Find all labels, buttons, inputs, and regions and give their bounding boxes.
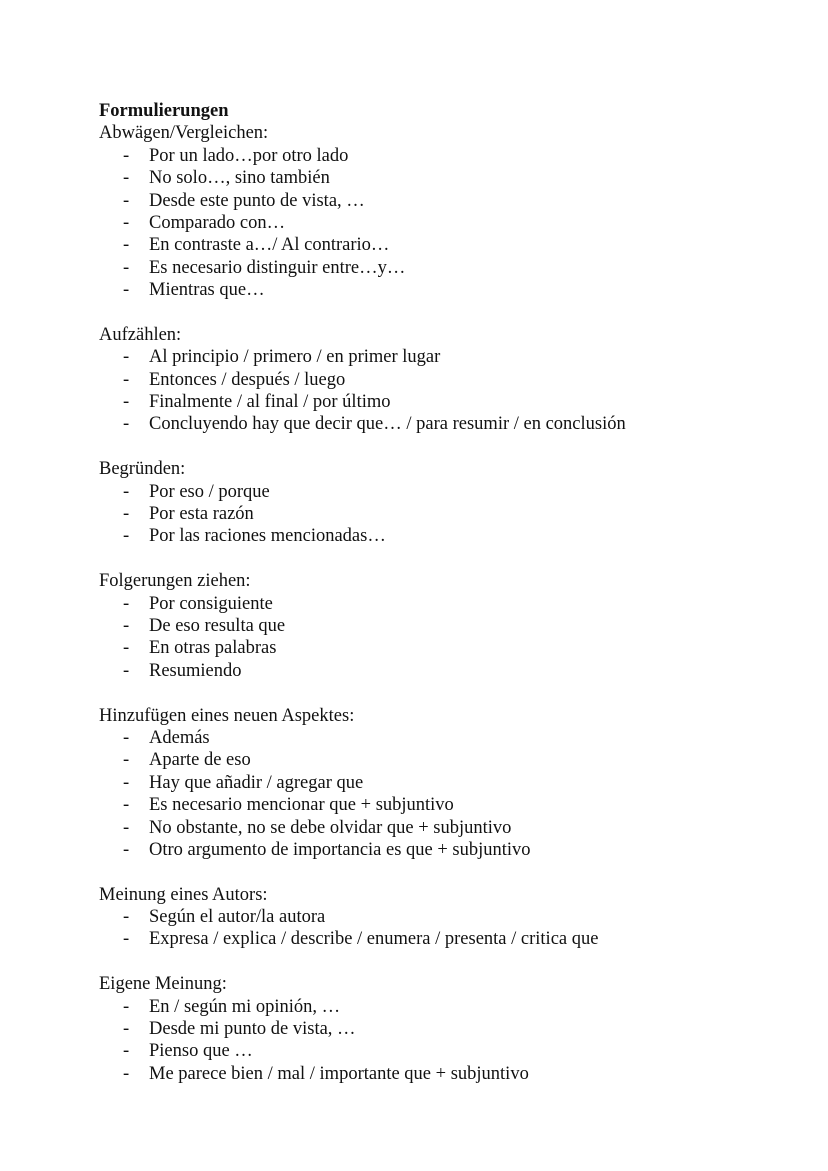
- document-page: [99, 100, 799, 1108]
- bullet-dash: -: [123, 1063, 130, 1084]
- list-item: [99, 369, 799, 391]
- bullet-dash: -: [123, 392, 130, 413]
- list-item: [99, 772, 799, 794]
- list-item-text: Según el autor/la autora: [149, 907, 326, 928]
- list-item: [99, 525, 799, 547]
- list-item-text: No solo…, sino también: [149, 168, 330, 189]
- list-item-text: Además: [149, 727, 210, 748]
- list-item: [99, 1018, 799, 1040]
- list-item-text: Mientras que…: [149, 280, 265, 301]
- list-item-text: Concluyendo hay que decir que… / para resumir / en conclusión: [149, 414, 626, 435]
- list-item: [99, 190, 799, 212]
- list-item-text: Por consiguiente: [149, 593, 273, 614]
- section-eigene-meinung: [99, 973, 799, 1085]
- bullet-dash: -: [123, 795, 130, 816]
- bullet-dash: -: [123, 504, 130, 525]
- phrase-list: [99, 481, 799, 548]
- list-item: [99, 839, 799, 861]
- bullet-dash: -: [123, 1041, 130, 1062]
- list-item-text: Por esta razón: [149, 504, 254, 525]
- bullet-dash: -: [123, 750, 130, 771]
- section-begruenden: [99, 458, 799, 548]
- bullet-dash: -: [123, 280, 130, 301]
- list-item-text: Resumiendo: [149, 660, 242, 681]
- list-item: [99, 660, 799, 682]
- list-item-text: Es necesario mencionar que + subjuntivo: [149, 795, 454, 816]
- list-item-text: Desde este punto de vista, …: [149, 190, 365, 211]
- list-item: [99, 615, 799, 637]
- list-item-text: En / según mi opinión, …: [149, 996, 341, 1017]
- list-item: [99, 234, 799, 256]
- list-item: [99, 391, 799, 413]
- section-abwaegen-vergleichen: [99, 122, 799, 301]
- list-item: [99, 1063, 799, 1085]
- bullet-dash: -: [123, 772, 130, 793]
- bullet-dash: -: [123, 168, 130, 189]
- bullet-dash: -: [123, 481, 130, 502]
- list-item-text: Expresa / explica / describe / enumera / presenta / critica que: [149, 929, 599, 950]
- list-item: [99, 1040, 799, 1062]
- list-item: [99, 996, 799, 1018]
- phrase-list: [99, 346, 799, 436]
- phrase-list: [99, 145, 799, 302]
- bullet-dash: -: [123, 615, 130, 636]
- section-folgerungen-ziehen: [99, 570, 799, 682]
- list-item: [99, 727, 799, 749]
- bullet-dash: -: [123, 235, 130, 256]
- list-item-text: Por las raciones mencionadas…: [149, 526, 386, 547]
- list-item: [99, 928, 799, 950]
- list-item-text: En contraste a…/ Al contrario…: [149, 235, 390, 256]
- list-item-text: Me parece bien / mal / importante que + subjuntivo: [149, 1063, 529, 1084]
- section-heading: Begründen:: [99, 459, 186, 480]
- list-item: [99, 145, 799, 167]
- bullet-dash: -: [123, 145, 130, 166]
- phrase-list: [99, 727, 799, 861]
- list-item: [99, 279, 799, 301]
- bullet-dash: -: [123, 817, 130, 838]
- list-item-text: No obstante, no se debe olvidar que + subjuntivo: [149, 817, 512, 838]
- section-heading: Folgerungen ziehen:: [99, 571, 251, 592]
- section-heading: Abwägen/Vergleichen:: [99, 123, 269, 144]
- list-item: [99, 212, 799, 234]
- list-item-text: Otro argumento de importancia es que + subjuntivo: [149, 839, 531, 860]
- list-item: [99, 817, 799, 839]
- bullet-dash: -: [123, 257, 130, 278]
- list-item-text: Al principio / primero / en primer lugar: [149, 347, 441, 368]
- section-heading: Meinung eines Autors:: [99, 884, 268, 905]
- list-item-text: Aparte de eso: [149, 750, 251, 771]
- bullet-dash: -: [123, 638, 130, 659]
- list-item-text: Entonces / después / luego: [149, 369, 346, 390]
- bullet-dash: -: [123, 593, 130, 614]
- list-item: [99, 257, 799, 279]
- list-item-text: En otras palabras: [149, 638, 277, 659]
- bullet-dash: -: [123, 996, 130, 1017]
- phrase-list: [99, 593, 799, 683]
- list-item: [99, 637, 799, 659]
- list-item-text: Por eso / porque: [149, 481, 270, 502]
- section-heading: Eigene Meinung:: [99, 974, 227, 995]
- list-item: [99, 346, 799, 368]
- list-item-text: Comparado con…: [149, 212, 286, 233]
- list-item: [99, 167, 799, 189]
- bullet-dash: -: [123, 526, 130, 547]
- list-item-text: Por un lado…por otro lado: [149, 145, 349, 166]
- section-heading: Hinzufügen eines neuen Aspektes:: [99, 705, 355, 726]
- list-item-text: Es necesario distinguir entre…y…: [149, 257, 406, 278]
- list-item-text: Pienso que …: [149, 1041, 253, 1062]
- phrase-list: [99, 906, 799, 951]
- bullet-dash: -: [123, 414, 130, 435]
- list-item: [99, 794, 799, 816]
- bullet-dash: -: [123, 1019, 130, 1040]
- bullet-dash: -: [123, 347, 130, 368]
- list-item-text: Desde mi punto de vista, …: [149, 1019, 356, 1040]
- document-title: Formulierungen: [99, 101, 229, 121]
- bullet-dash: -: [123, 929, 130, 950]
- bullet-dash: -: [123, 369, 130, 390]
- phrase-list: [99, 996, 799, 1086]
- list-item: [99, 481, 799, 503]
- list-item: [99, 749, 799, 771]
- list-item: [99, 906, 799, 928]
- section-hinzufuegen-aspekt: [99, 705, 799, 862]
- list-item: [99, 593, 799, 615]
- bullet-dash: -: [123, 839, 130, 860]
- bullet-dash: -: [123, 660, 130, 681]
- bullet-dash: -: [123, 190, 130, 211]
- list-item: [99, 413, 799, 435]
- list-item-text: Finalmente / al final / por último: [149, 392, 391, 413]
- list-item-text: Hay que añadir / agregar que: [149, 772, 364, 793]
- bullet-dash: -: [123, 907, 130, 928]
- list-item: [99, 503, 799, 525]
- bullet-dash: -: [123, 727, 130, 748]
- section-aufzaehlen: [99, 324, 799, 436]
- section-meinung-autor: [99, 884, 799, 951]
- bullet-dash: -: [123, 212, 130, 233]
- list-item-text: De eso resulta que: [149, 615, 286, 636]
- section-heading: Aufzählen:: [99, 324, 182, 345]
